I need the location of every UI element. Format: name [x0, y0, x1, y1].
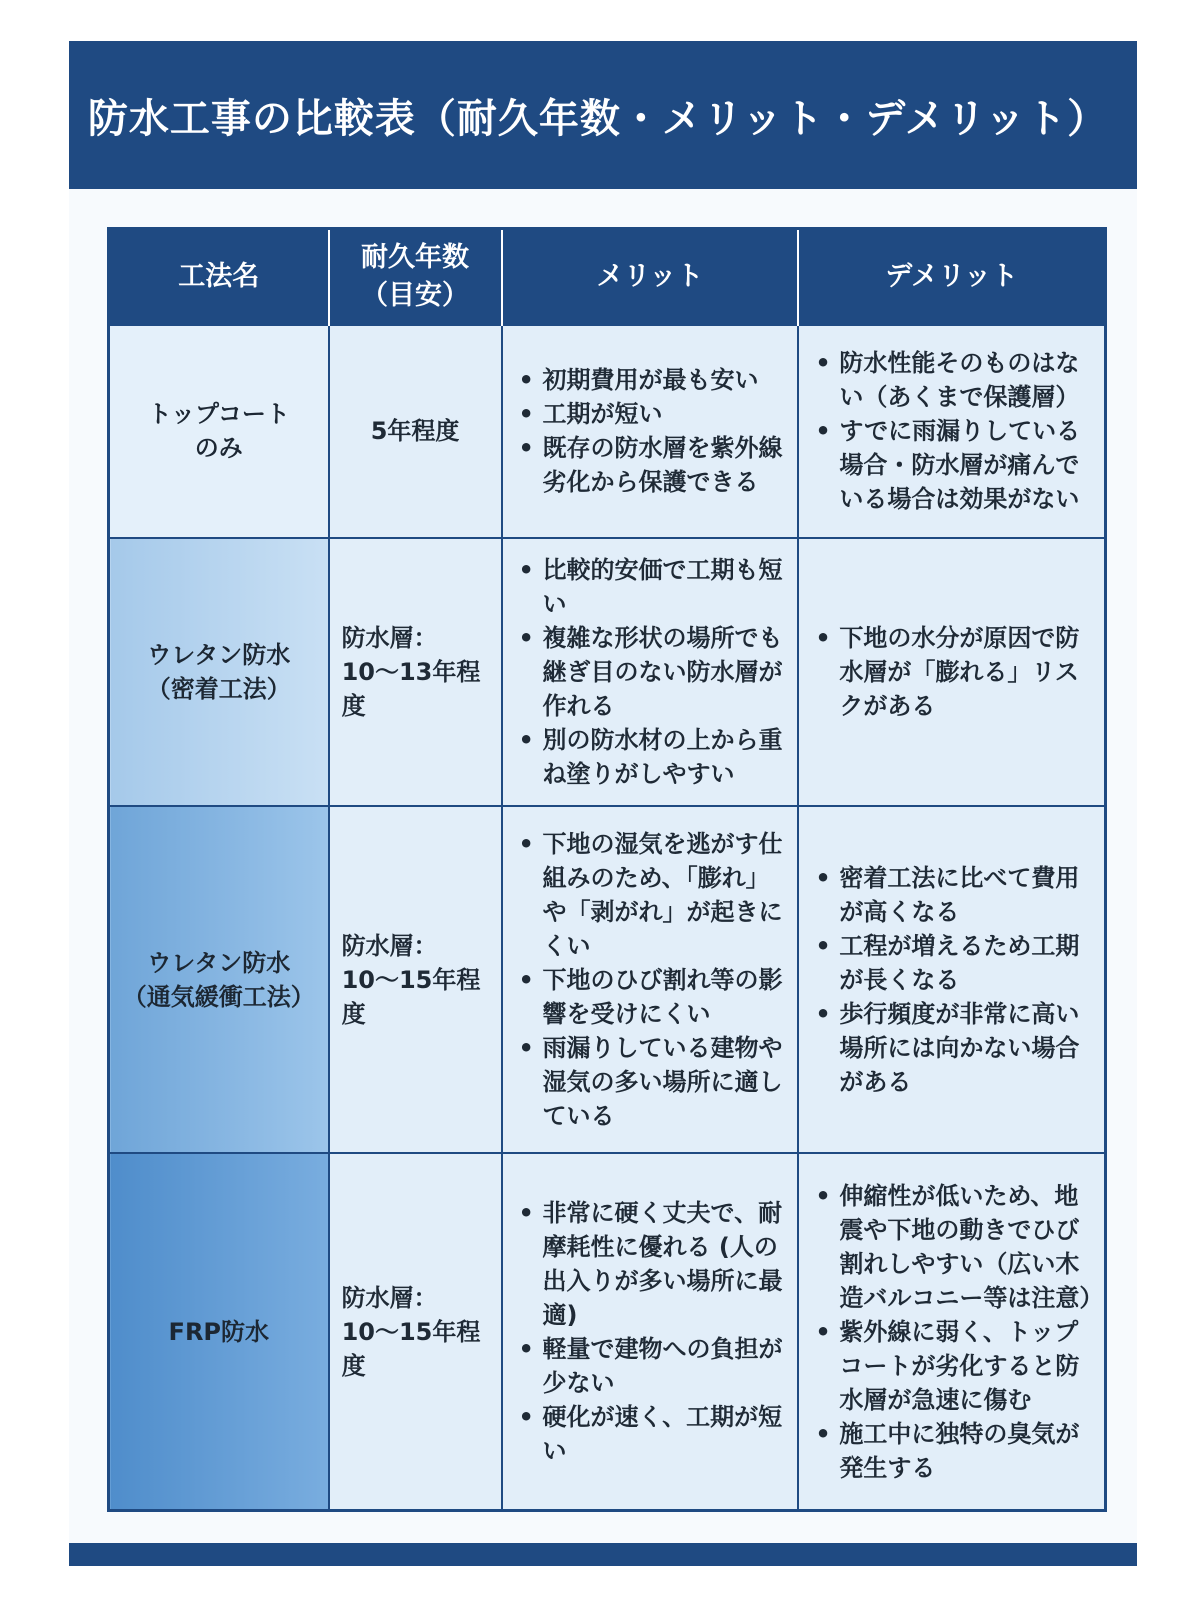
merit-item: • 比較的安価で工期も短い [517, 553, 790, 621]
years-line2: 10〜13年程度 [341, 658, 481, 721]
method-name-line1: ウレタン防水 [147, 948, 291, 977]
years-line1: 5年程度 [370, 417, 460, 446]
method-cell [109, 806, 329, 1153]
merits-cell [502, 325, 799, 539]
merit-item: • 非常に硬く丈夫で、耐摩耗性に優れる (人の出入りが多い場所に最適) [517, 1196, 790, 1332]
merits-list [517, 1196, 790, 1468]
table-row [109, 325, 1106, 539]
method-cell [109, 1153, 329, 1510]
document-page [69, 41, 1137, 1566]
demerit-item: • 歩行頻度が非常に高い場所には向かない場合がある [813, 997, 1096, 1099]
header-row [109, 229, 1106, 325]
demerits-list [813, 621, 1096, 723]
merit-item: • 下地のひび割れ等の影響を受けにくい [517, 963, 790, 1031]
merit-item: • 下地の湿気を逃がす仕組みのため、「膨れ」や「剥がれ」が起きにくい [517, 827, 790, 963]
merits-list [517, 363, 790, 499]
merit-item: • 硬化が速く、工期が短い [517, 1400, 790, 1468]
years-line1: 防水層： [341, 931, 438, 960]
demerit-item: • 工程が増えるため工期が長くなる [813, 929, 1096, 997]
demerits-list [813, 861, 1096, 1099]
years-cell [329, 806, 502, 1153]
method-name-line1: ウレタン防水 [147, 641, 291, 670]
merits-list [517, 553, 790, 791]
merits-cell [502, 1153, 799, 1510]
header-years-line1: 耐久年数 [361, 241, 470, 273]
method-cell [109, 538, 329, 805]
years-cell [329, 538, 502, 805]
header-years [329, 229, 502, 325]
merits-cell [502, 806, 799, 1153]
method-name-line1: トップコート [147, 400, 290, 429]
merit-item: • 別の防水材の上から重ね塗りがしやすい [517, 723, 790, 791]
demerit-item: • すでに雨漏りしている場合・防水層が痛んでいる場合は効果がない [813, 414, 1096, 516]
demerit-item: • 施工中に独特の臭気が発生する [813, 1417, 1096, 1485]
merit-item: • 複雑な形状の場所でも継ぎ目のない防水層が作れる [517, 621, 790, 723]
method-name-line2: のみ [194, 434, 243, 463]
merits-cell [502, 538, 799, 805]
header-method: 工法名 [109, 229, 329, 325]
method-name-line2: （密着工法） [146, 675, 291, 704]
years-line1: 防水層： [341, 624, 438, 653]
demerits-list [813, 346, 1096, 516]
demerit-item: • 紫外線に弱く、トップコートが劣化すると防水層が急速に傷む [813, 1315, 1096, 1417]
demerits-cell [798, 1153, 1105, 1510]
table-row [109, 538, 1106, 805]
table-row [109, 1153, 1106, 1510]
title-banner [69, 41, 1137, 189]
merit-item: • 軽量で建物への負担が少ない [517, 1332, 790, 1400]
merit-item: • 工期が短い [517, 397, 790, 431]
method-cell [109, 325, 329, 539]
years-line2: 10〜15年程度 [341, 965, 481, 1028]
demerit-item: • 下地の水分が原因で防水層が「膨れる」リスクがある [813, 621, 1096, 723]
demerits-list [813, 1179, 1104, 1485]
demerits-cell [798, 538, 1105, 805]
merit-item: • 初期費用が最も安い [517, 363, 790, 397]
years-cell [329, 325, 502, 539]
merits-list [517, 827, 790, 1133]
header-merits: メリット [502, 229, 799, 325]
demerits-cell [798, 325, 1105, 539]
method-name-line2: （通気緩衝工法） [122, 982, 315, 1011]
merit-item: • 既存の防水層を紫外線劣化から保護できる [517, 431, 790, 499]
comparison-table [107, 227, 1107, 1512]
years-cell [329, 1153, 502, 1510]
footer-bar [69, 1543, 1137, 1566]
demerit-item: • 密着工法に比べて費用が高くなる [813, 861, 1096, 929]
years-line2: 10〜15年程度 [341, 1317, 481, 1380]
merit-item: • 雨漏りしている建物や湿気の多い場所に適している [517, 1031, 790, 1133]
page-title: 防水工事の比較表（耐久年数・メリット・デメリット） [87, 95, 1109, 142]
header-years-line2: （目安） [361, 279, 470, 311]
years-line1: 防水層： [341, 1283, 438, 1312]
table-row [109, 806, 1106, 1153]
demerit-item: • 伸縮性が低いため、地震や下地の動きでひび割れしやすい（広い木造バルコニー等は注意） [813, 1179, 1096, 1315]
method-name-line1: FRP防水 [168, 1317, 270, 1346]
header-demerits: デメリット [798, 229, 1105, 325]
demerit-item: • 防水性能そのものはない（あくまで保護層） [813, 346, 1096, 414]
demerits-cell [798, 806, 1105, 1153]
